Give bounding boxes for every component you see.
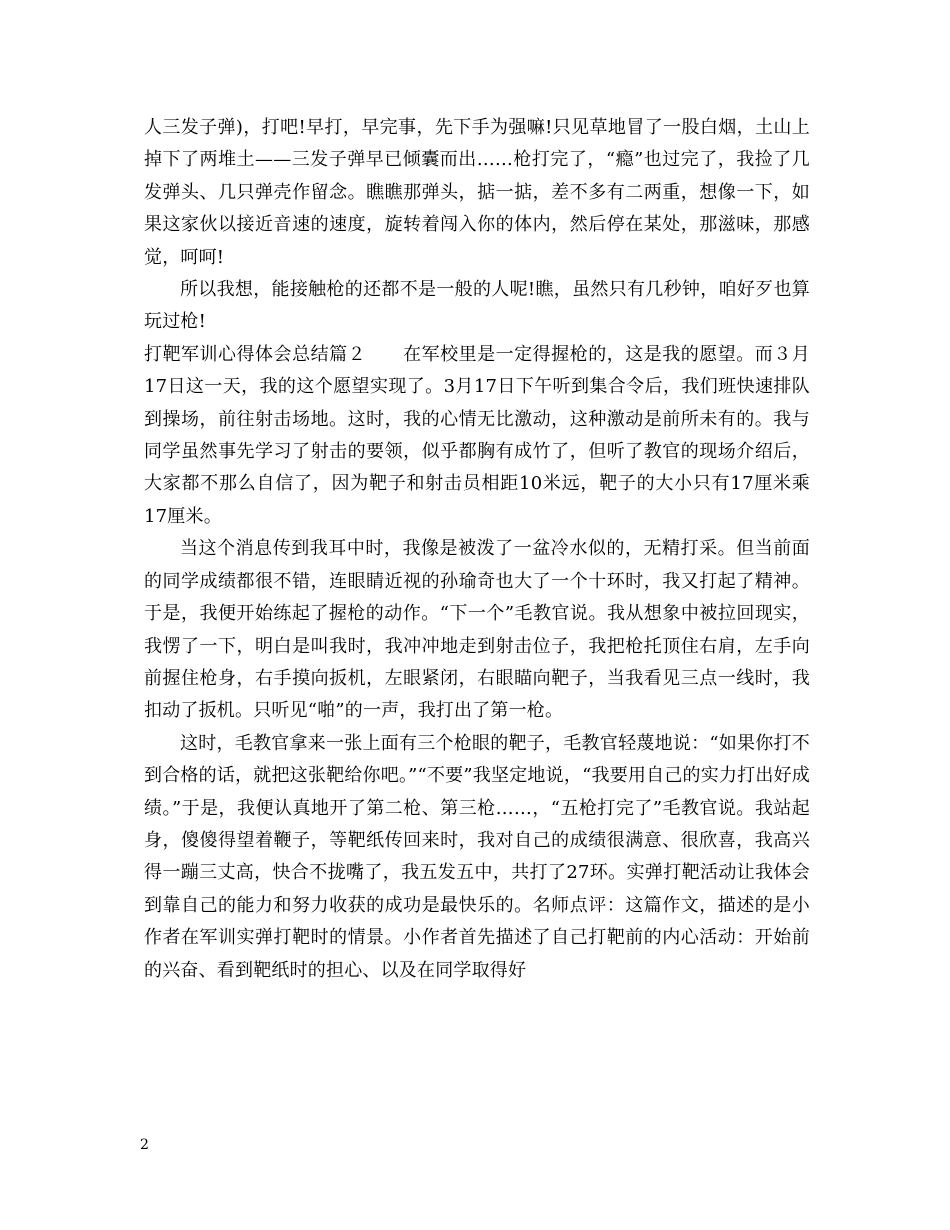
paragraph-2: 所以我想，能接触枪的还都不是一般的人呢!瞧，虽然只有几秒钟，咱好歹也算玩过枪!: [144, 279, 810, 333]
paragraph-1: 人三发子弹)，打吧!早打，早完事，先下手为强嘛!只见草地冒了一股白烟，土山上掉下了两堆土——三发子弹早已倾囊而出……枪打完了，“瘾”也过完了，我捡了几发弹头、几只弹壳作留念。瞧瞧那弹头，掂一掂，差不多有二两重，想像一下，如果这家伙以接近音速的速度，旋转着闯入你的体内，然后停在某处，那滋味，那感觉，呵呵!: [144, 117, 810, 268]
page-number: 2: [140, 1137, 149, 1153]
paragraph-3: 打靶军训心得体会总结篇２ 在军校里是一定得握枪的，这是我的愿望。而３月17日这一天，我的这个愿望实现了。3月17日下午听到集合令后，我们班快速排队到操场，前往射击场地。这时，我的心情无比激动，这种激动是前所未有的。我与同学虽然事先学习了射击的要领，似乎都胸有成竹了，但听了教官的现场介绍后，大家都不那么自信了，因为靶子和射击员相距10米远，靶子的大小只有17厘米乘17厘米。: [144, 343, 810, 527]
document-body: [144, 112, 810, 987]
paragraph-5: 这时，毛教官拿来一张上面有三个枪眼的靶子，毛教官轻蔑地说：“如果你打不到合格的话，就把这张靶给你吧。”“不要”我坚定地说，“我要用自己的实力打出好成绩。”于是，我便认真地开了第二枪、第三枪……，“五枪打完了”毛教官说。我站起身，傻傻得望着鞭子，等靶纸传回来时，我对自己的成绩很满意、很欣喜，我高兴得一蹦三丈高，快合不拢嘴了，我五发五中，共打了27环。实弹打靶活动让我体会到靠自己的能力和努力收获的成功是最快乐的。名师点评：这篇作文，描述的是小作者在军训实弹打靶时的情景。小作者首先描述了自己打靶前的内心活动：开始前的兴奋、看到靶纸时的担心、以及在同学取得好: [144, 732, 810, 981]
paragraph-4: 当这个消息传到我耳中时，我像是被泼了一盆冷水似的，无精打采。但当前面的同学成绩都很不错，连眼睛近视的孙瑜奇也大了一个十环时，我又打起了精神。于是，我便开始练起了握枪的动作。“下一个”毛教官说。我从想象中被拉回现实，我愣了一下，明白是叫我时，我冲冲地走到射击位子，我把枪托顶住右肩，左手向前握住枪身，右手摸向扳机，左眼紧闭，右眼瞄向靶子，当我看见三点一线时，我扣动了扳机。只听见“啪”的一声，我打出了第一枪。: [144, 538, 810, 722]
